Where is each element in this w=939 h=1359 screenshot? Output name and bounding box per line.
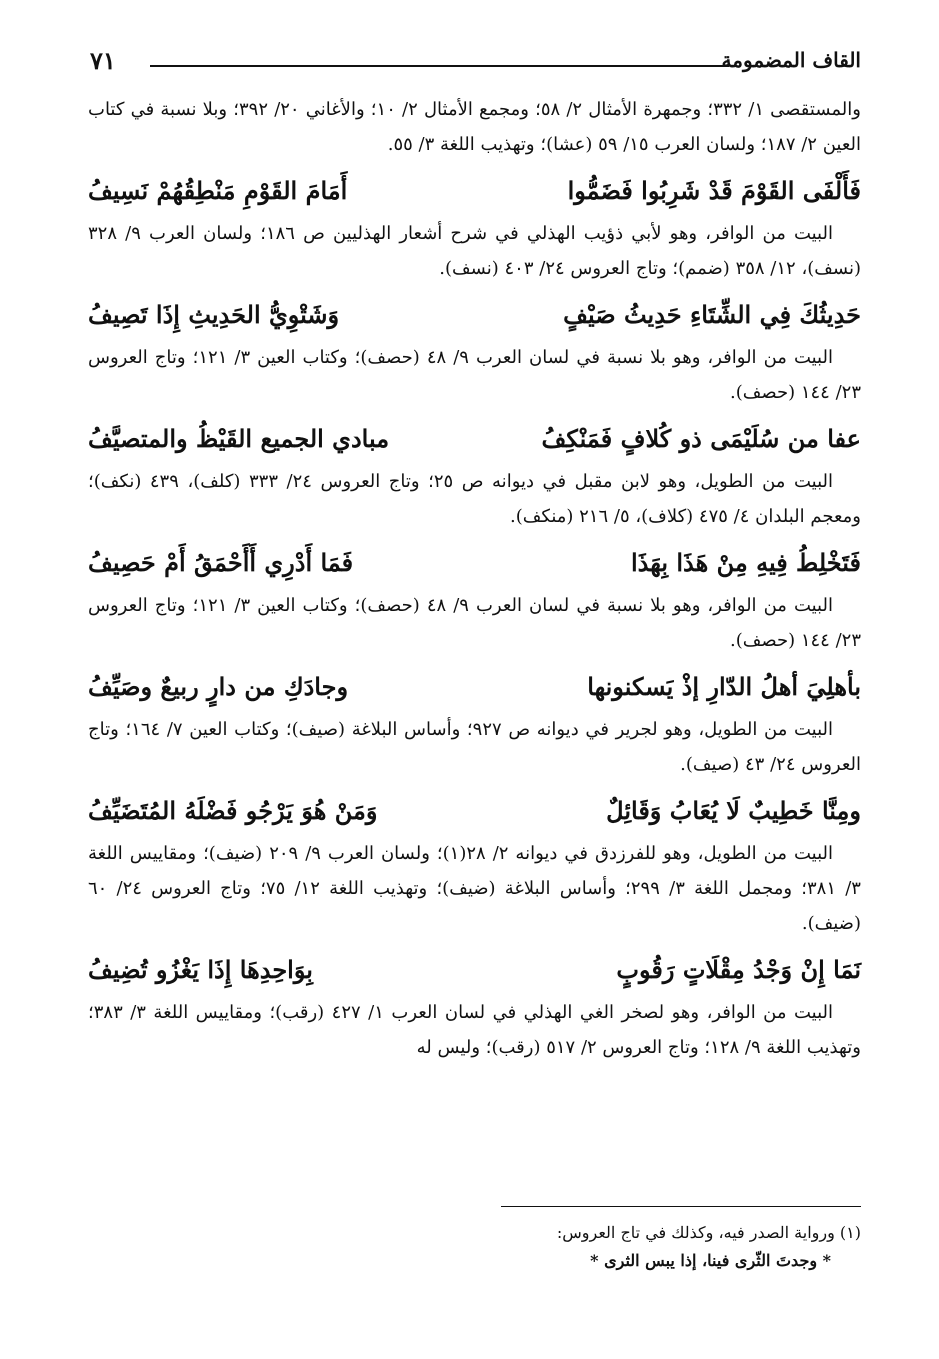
page-header: [90, 38, 861, 80]
page-number: ٧١: [90, 46, 116, 75]
verse-line: [88, 166, 861, 216]
verse-citation: البيت من الوافر، وهو لأبي ذؤيب الهذلي في شرح أشعار الهذليين ص ١٨٦؛ ولسان العرب ٩/ ٣٢٨ (نسف)، ١٢/ ٣٥٨ (ضمم)؛ وتاج العروس ٢٤/ ٤٠٣ (نسف).: [88, 223, 861, 279]
verse-first-hemistich: عفا من سُلَيْمَى ذو كُلافٍ فَمَنْكِفُ: [541, 424, 861, 453]
verse-line: [88, 945, 861, 995]
verse-line: [88, 662, 861, 712]
verse-first-hemistich: ومِنَّا خَطِيبٌ لَا يُعَابُ وَقَائِلٌ: [606, 796, 861, 825]
citation-paragraph: والمستقصى ١/ ٣٣٢؛ وجمهرة الأمثال ٢/ ٥٨؛ ومجمع الأمثال ٢/ ١٠؛ والأغاني ٢٠/ ٣٩٢؛ وبلا نسبة في كتاب العين ٢/ ١٨٧؛ ولسان العرب ١٥/ ٥٩ (عشا)؛ وتهذيب اللغة ٣/ ٥٥.: [88, 99, 861, 155]
verse-second-hemistich: وَمَنْ هُوَ يَرْجُو فَضْلَهُ المُتَضَيِّفُ: [88, 796, 378, 825]
verse-line: [88, 786, 861, 836]
verse-citation: البيت من الوافر، وهو بلا نسبة في لسان العرب ٩/ ٤٨ (حصف)؛ وكتاب العين ٣/ ١٢١؛ وتاج العروس ٢٣/ ١٤٤ (حصف).: [88, 595, 861, 651]
verse-citation: البيت من الطويل، وهو للفرزدق في ديوانه ٢/ ٢٨(١)؛ ولسان العرب ٩/ ٢٠٩ (ضيف)؛ ومقاييس اللغة ٣/ ٣٨١؛ ومجمل اللغة ٣/ ٢٩٩؛ وأساس البلاغة (ضيف)؛ وتهذيب اللغة ١٢/ ٧٥؛ وتاج العروس ٢٤/ ٦٠ (ضيف).: [88, 843, 861, 934]
verse-first-hemistich: حَدِيثُكَ فِي الشِّتَاءِ حَدِيثُ صَيْفٍ: [563, 300, 861, 329]
verse-citation: البيت من الطويل، وهو لجرير في ديوانه ص ٩٢٧؛ وأساس البلاغة (صيف)؛ وكتاب العين ٧/ ١٦٤؛ وتاج العروس ٢٤/ ٤٣ (صيف).: [88, 719, 861, 775]
footnote-rule: [501, 1206, 861, 1207]
verse-citation: البيت من الوافر، وهو بلا نسبة في لسان العرب ٩/ ٤٨ (حصف)؛ وكتاب العين ٣/ ١٢١؛ وتاج العروس ٢٣/ ١٤٤ (حصف).: [88, 347, 861, 403]
verse-line: [88, 538, 861, 588]
verse-first-hemistich: بأهلِيَ أهلُ الدّارِ إذْ يَسكنونها: [587, 672, 861, 701]
verse-citation: البيت من الطويل، وهو لابن مقبل في ديوانه ص ٢٥؛ وتاج العروس ٢٤/ ٣٣٣ (كلف)، ٤٣٩ (نكف)؛ ومعجم البلدان ٤/ ٤٧٥ (كلاف)، ٥/ ٢١٦ (منكف).: [88, 471, 861, 527]
verse-second-hemistich: مبادي الجميع القَيْظُ والمتصيَّفُ: [88, 424, 390, 453]
verse-second-hemistich: بِوَاحِدِهَا إِذَا يَغْزُو تُضِيفُ: [88, 955, 313, 984]
footnote-verse: * وجدتَ الثّرى فينا، إذا يبس الثرى *: [590, 1251, 831, 1270]
verse-first-hemistich: فَتَخْلِطُ فِيهِ مِنْ هَذَا بِهَذَا: [631, 548, 861, 577]
verse-first-hemistich: فَأَلْفَى القَوْمَ قَدْ شَرِبُوا فَضَمُّوا: [567, 176, 861, 205]
verse-second-hemistich: وجادَكِ من دارٍ ربيعٌ وصَيِّفُ: [88, 672, 349, 701]
verse-citation: البيت من الوافر، وهو لصخر الغي الهذلي في لسان العرب ١/ ٤٢٧ (رقب)؛ ومقاييس اللغة ٣/ ٣٨٣؛ وتهذيب اللغة ٩/ ١٢٨؛ وتاج العروس ٢/ ٥١٧ (رقب)؛ وليس له: [88, 1002, 861, 1058]
verse-line: [88, 414, 861, 464]
verse-second-hemistich: فَمَا أَدْرِي أَأَحْمَقُ أَمْ حَصِيفُ: [88, 548, 354, 577]
verse-second-hemistich: وَشَتْوِيُّ الحَدِيثِ إِذَا تَصِيفُ: [88, 300, 340, 329]
verse-first-hemistich: نَمَا إِنْ وَجْدُ مِقْلَاتٍ رَقُوبٍ: [616, 955, 861, 984]
main-text: [88, 92, 861, 1065]
verse-line: [88, 290, 861, 340]
footnotes: [88, 1206, 861, 1275]
running-head: القاف المضمومة: [721, 48, 861, 72]
footnote-1: (١) ورواية الصدر فيه، وكذلك في تاج العروس:: [556, 1223, 861, 1242]
header-rule: [150, 65, 729, 67]
verse-second-hemistich: أَمَامَ القَوْمِ مَنْطِقُهُمْ نَسِيفُ: [88, 176, 348, 205]
